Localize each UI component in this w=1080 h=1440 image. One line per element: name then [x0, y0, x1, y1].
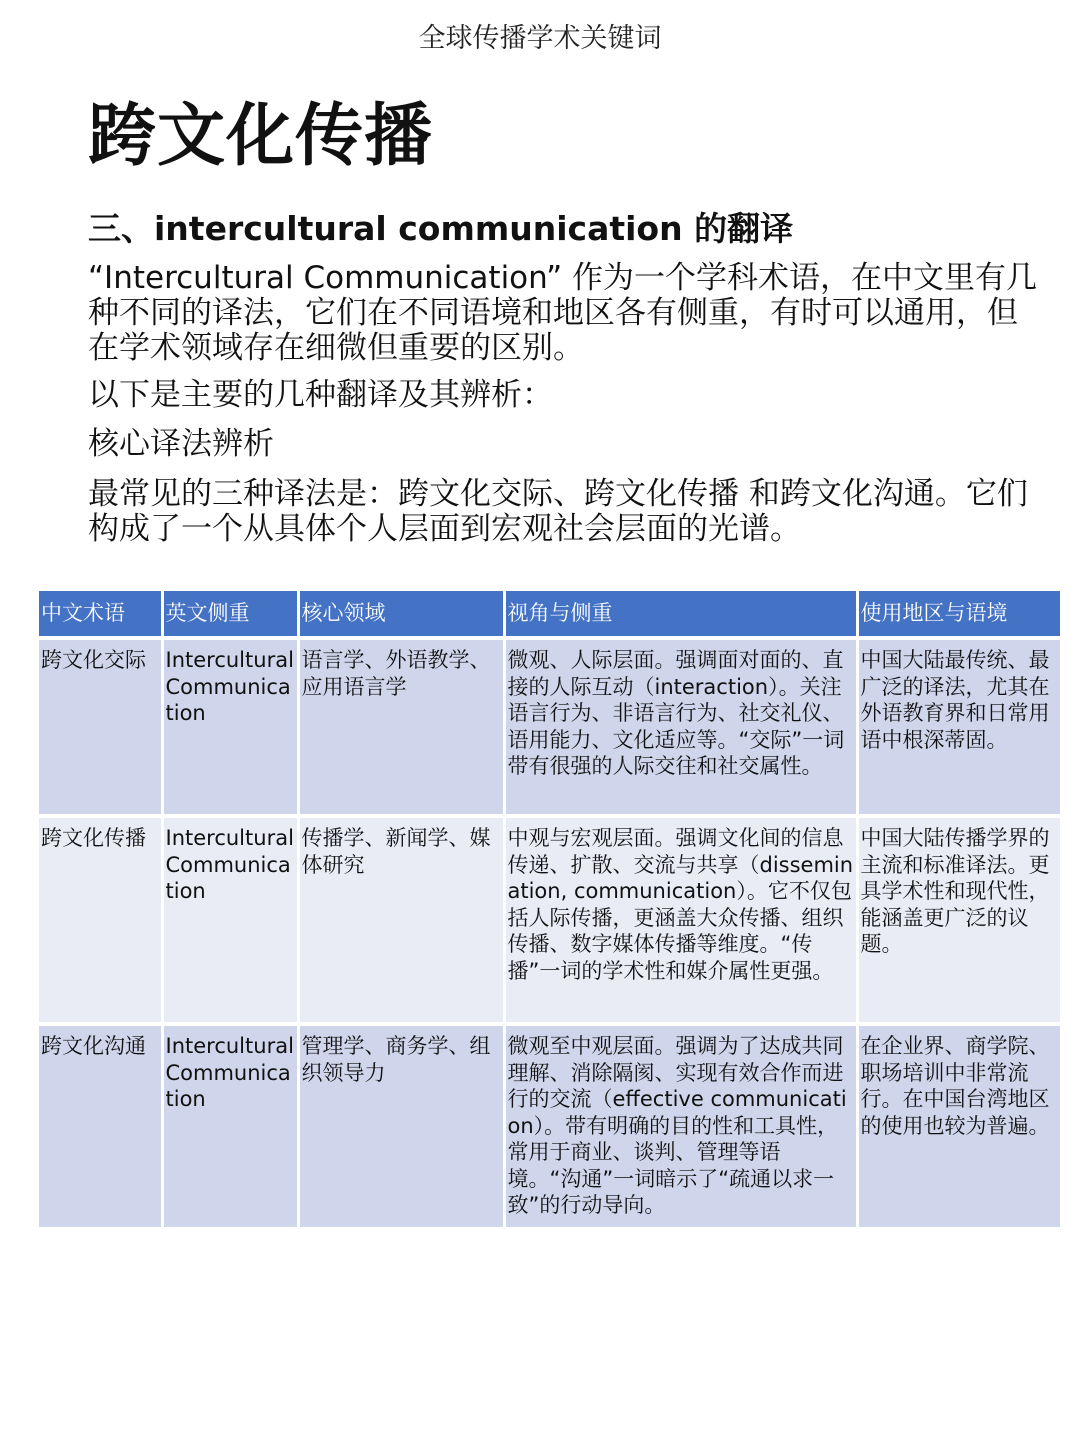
- translation-table: [39, 591, 1060, 1231]
- cell-english: Intercultural Communication: [162, 638, 298, 816]
- list-intro-paragraph: 以下是主要的几种翻译及其辨析：: [88, 377, 553, 413]
- table-row: [39, 1024, 1060, 1229]
- table-row: [39, 638, 1060, 816]
- cell-english: Intercultural Communication: [162, 1024, 298, 1229]
- page-title: 跨文化传播: [88, 97, 434, 176]
- core-subheading: 核心译法辨析: [88, 426, 274, 462]
- common-translations-paragraph: 最常见的三种译法是：跨文化交际、跨文化传播 和跨文化沟通。它们构成了一个从具体个人层面到宏观社会层面的光谱。: [88, 476, 1028, 547]
- cell-field: 管理学、商务学、组织领导力: [298, 1024, 504, 1229]
- cell-english: Intercultural Communication: [162, 816, 298, 1024]
- header-english: 英文侧重: [162, 591, 298, 638]
- cell-perspective: 中观与宏观层面。强调文化间的信息传递、扩散、交流与共享（dissemination, communication）。它不仅包括人际传播，更涵盖大众传播、组织传播、数字媒体传播等维度。“传播”一词的学术性和媒介属性更强。: [504, 816, 857, 1024]
- header-term: 中文术语: [39, 591, 162, 638]
- cell-usage: 在企业界、商学院、职场培训中非常流行。在中国台湾地区的使用也较为普遍。: [857, 1024, 1060, 1229]
- table-header-row: [39, 591, 1060, 638]
- cell-usage: 中国大陆传播学界的主流和标准译法。更具学术性和现代性，能涵盖更广泛的议题。: [857, 816, 1060, 1024]
- section-heading: 三、intercultural communication 的翻译: [88, 209, 794, 248]
- intro-paragraph: “Intercultural Communication” 作为一个学科术语，在中文里有几种不同的译法，它们在不同语境和地区各有侧重，有时可以通用，但在学术领域存在细微但重要的区别。: [88, 260, 1038, 366]
- cell-term: 跨文化沟通: [39, 1024, 162, 1229]
- header-perspective: 视角与侧重: [504, 591, 857, 638]
- cell-field: 传播学、新闻学、媒体研究: [298, 816, 504, 1024]
- cell-term: 跨文化交际: [39, 638, 162, 816]
- cell-perspective: 微观、人际层面。强调面对面的、直接的人际互动（interaction）。关注语言行为、非语言行为、社交礼仪、语用能力、文化适应等。“交际”一词带有很强的人际交往和社交属性。: [504, 638, 857, 816]
- table-row: [39, 816, 1060, 1024]
- header-usage: 使用地区与语境: [857, 591, 1060, 638]
- top-caption: 全球传播学术关键词: [418, 23, 662, 54]
- cell-field: 语言学、外语教学、应用语言学: [298, 638, 504, 816]
- cell-usage: 中国大陆最传统、最广泛的译法，尤其在外语教育界和日常用语中根深蒂固。: [857, 638, 1060, 816]
- cell-term: 跨文化传播: [39, 816, 162, 1024]
- header-field: 核心领域: [298, 591, 504, 638]
- cell-perspective: 微观至中观层面。强调为了达成共同理解、消除隔阂、实现有效合作而进行的交流（effective communication）。带有明确的目的性和工具性，常用于商业、谈判、管理等语境。“沟通”一词暗示了“疏通以求一致”的行动导向。: [504, 1024, 857, 1229]
